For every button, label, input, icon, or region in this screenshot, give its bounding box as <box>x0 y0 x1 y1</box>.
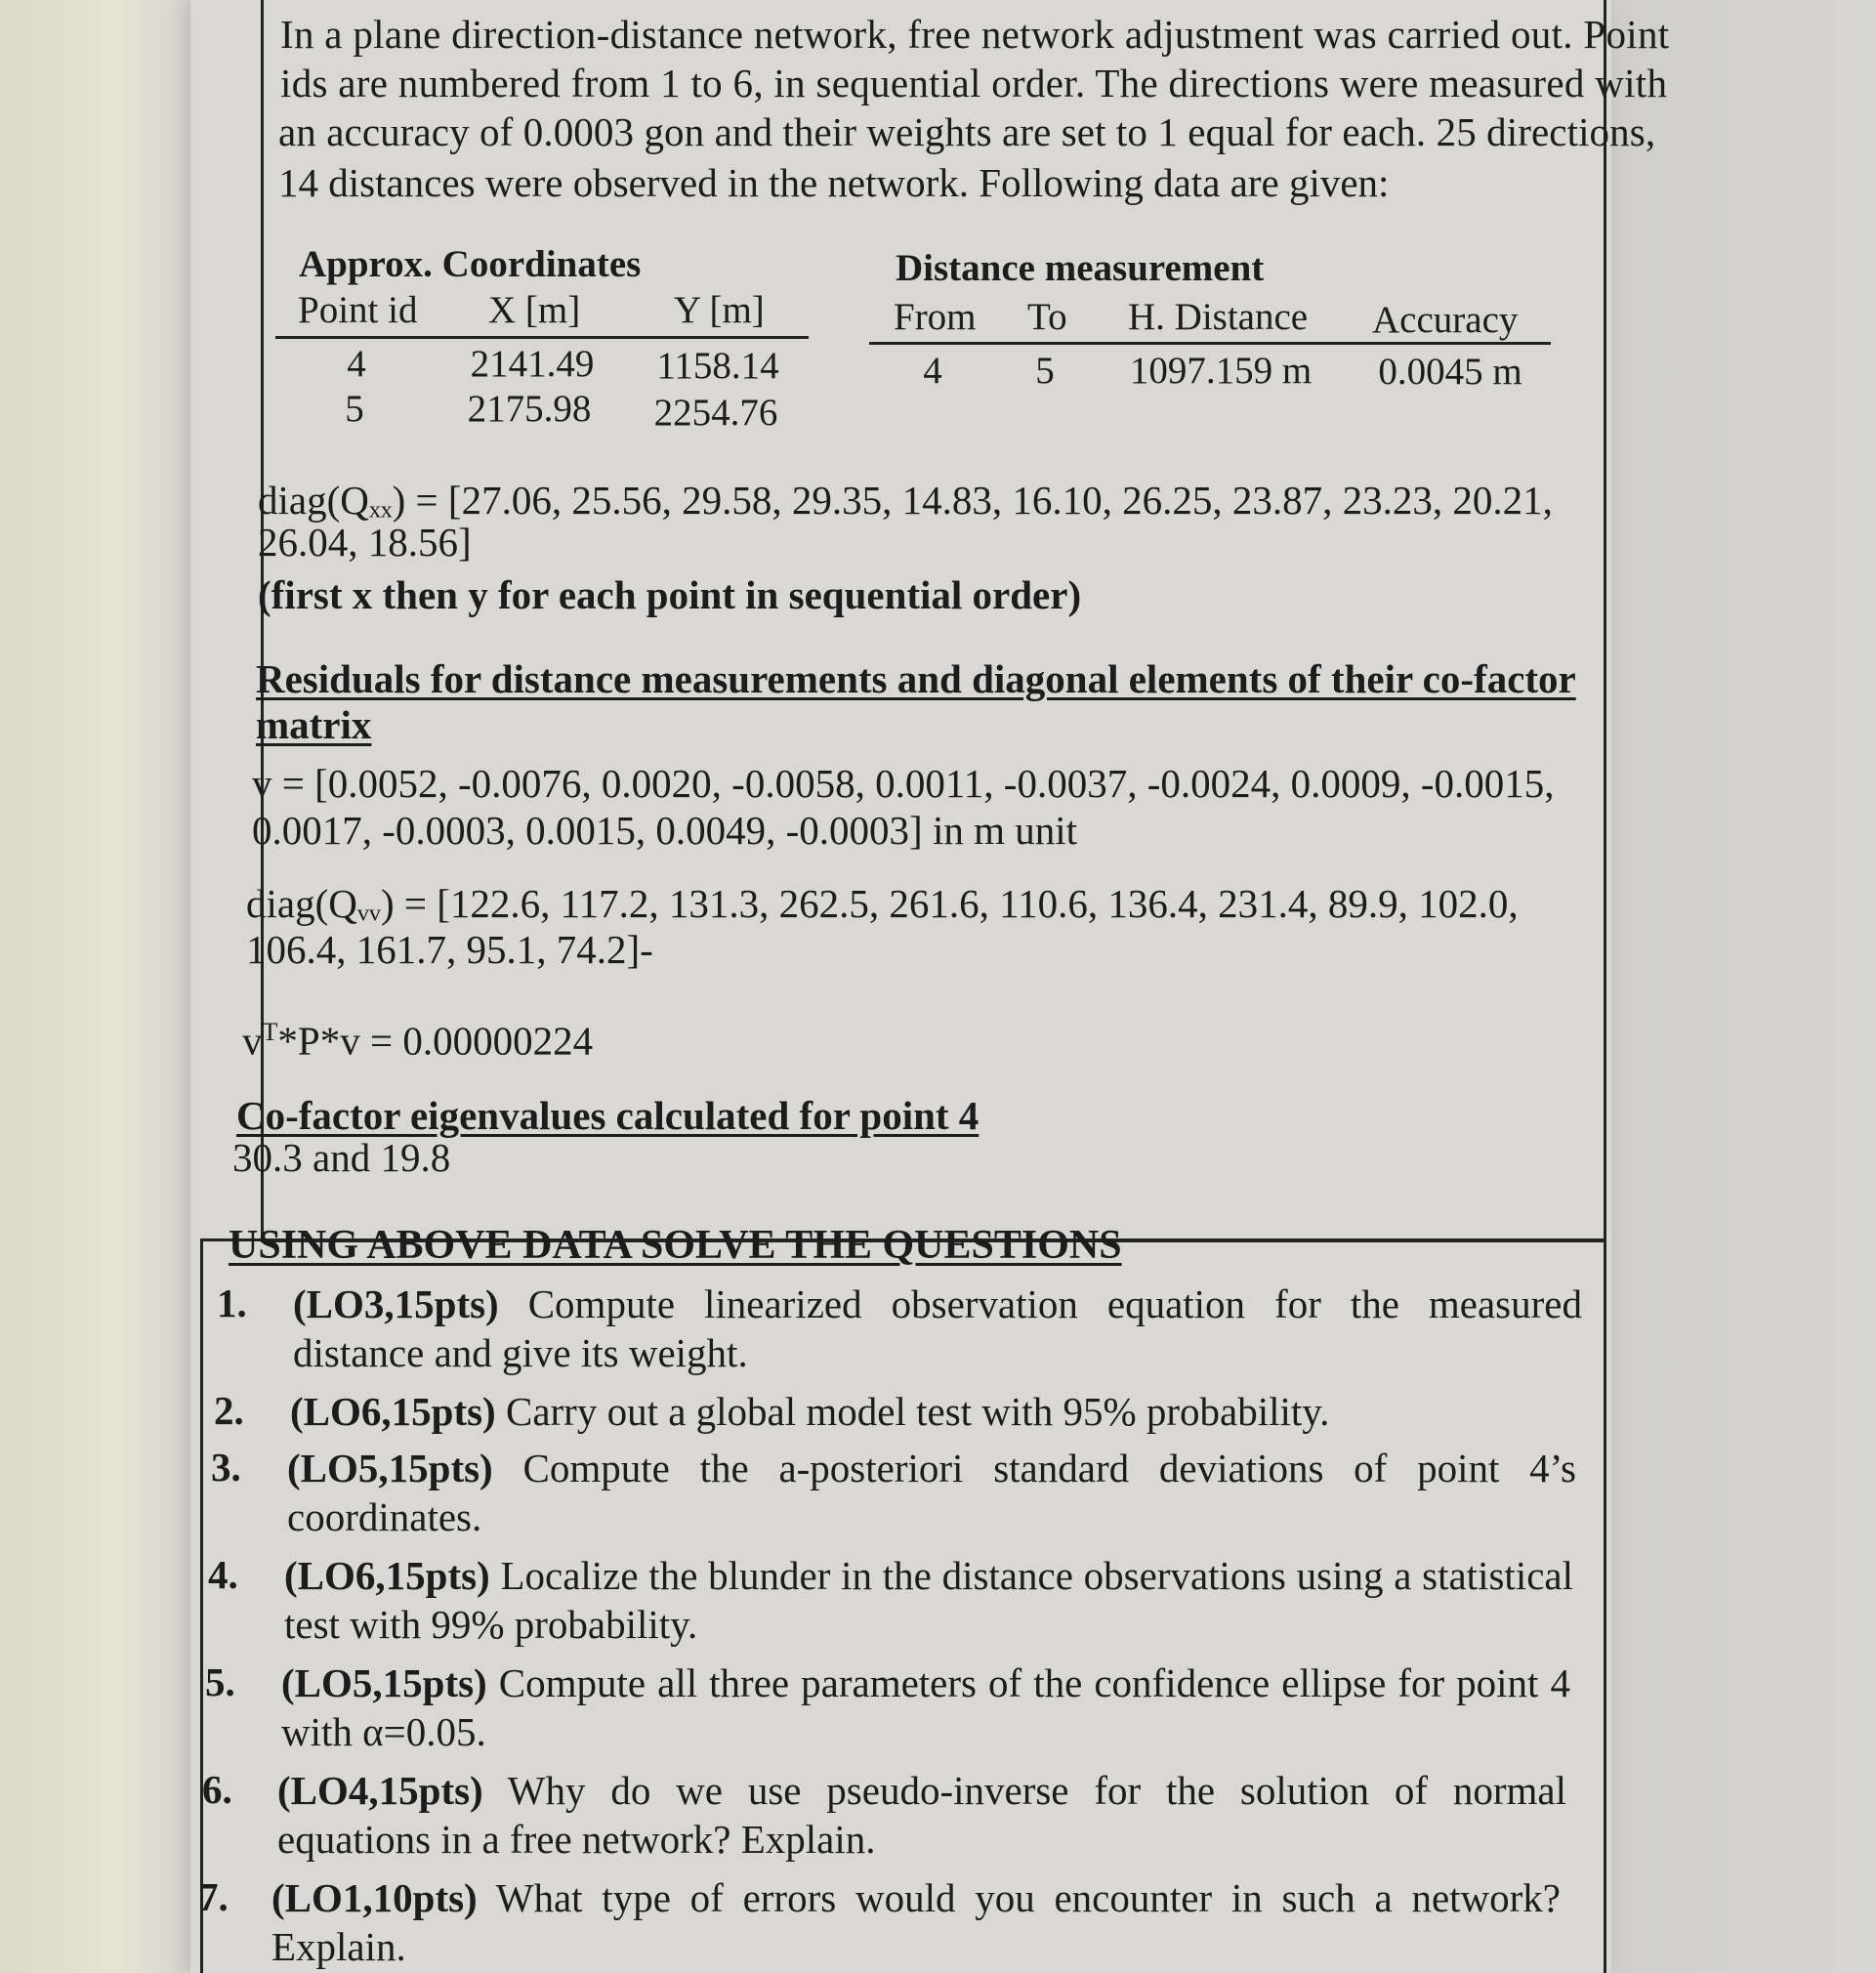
residuals-heading: matrix <box>256 702 372 747</box>
column-header: H. Distance <box>1128 296 1309 338</box>
coordinates-table-title: Approx. Coordinates <box>299 243 642 285</box>
distance-table-title: Distance measurement <box>896 247 1265 289</box>
column-header: To <box>1027 296 1067 338</box>
qxx-line: 26.04, 18.56] <box>258 520 472 565</box>
column-header: X [m] <box>488 289 581 331</box>
intro-line: ids are numbered from 1 to 6, in sequential order. The directions were measured with <box>280 61 1668 105</box>
table-cell: 2141.49 <box>470 343 595 385</box>
table-rule <box>275 336 809 339</box>
table-cell: 4 <box>347 343 366 385</box>
vpv-line: $v^T*P*v = 0.00000224$ <box>242 1018 594 1064</box>
residuals-heading: Residuals for distance measurements and diagonal elements of their co-factor <box>256 656 1576 701</box>
residuals-v-line: v = [0.0052, -0.0076, 0.0020, -0.0058, 0.0011, -0.0037, -0.0024, 0.0009, -0.0015, <box>252 761 1555 806</box>
table-cell: 2254.76 <box>653 392 778 434</box>
table-cell: 2175.98 <box>467 388 592 430</box>
table-cell: 4 <box>923 350 942 392</box>
column-header: From <box>894 296 977 338</box>
intro-line: an accuracy of 0.0003 gon and their weights are set to 1 equal for each. 25 directions, <box>278 109 1656 154</box>
column-header: Point id <box>298 289 418 331</box>
qxx-line: diag(Qₓₓ) = [27.06, 25.56, 29.58, 29.35, 14.83, 16.10, 26.25, 23.87, 23.23, 20.21, <box>258 478 1553 523</box>
questions-heading: USING ABOVE DATA SOLVE THE QUESTIONS <box>229 1223 1122 1268</box>
table-cell: 1097.159 m <box>1129 350 1313 392</box>
column-header: Accuracy <box>1372 299 1519 341</box>
residuals-v-line: 0.0017, -0.0003, 0.0015, 0.0049, -0.0003] in m unit <box>252 808 1078 853</box>
table-cell: 5 <box>345 388 364 430</box>
qvv-line: 106.4, 161.7, 95.1, 74.2]- <box>246 927 653 972</box>
qvv-line: diag(Qᵥᵥ) = [122.6, 117.2, 131.3, 262.5, 261.6, 110.6, 136.4, 231.4, 89.9, 102.0, <box>246 881 1519 926</box>
eigen-heading: Co-factor eigenvalues calculated for point 4 <box>236 1093 980 1138</box>
column-header: Y [m] <box>674 289 765 331</box>
intro-line: 14 distances were observed in the network. Following data are given: <box>278 160 1390 205</box>
table-rule <box>869 342 1551 345</box>
table-cell: 0.0045 m <box>1378 351 1522 393</box>
qxx-note: (first x then y for each point in sequential order) <box>258 572 1082 617</box>
table-cell: 5 <box>1035 350 1055 392</box>
table-cell: 1158.14 <box>656 345 779 387</box>
intro-line: In a plane direction-distance network, free network adjustment was carried out. Point <box>280 12 1670 57</box>
eigen-values: 30.3 and 19.8 <box>232 1135 451 1180</box>
